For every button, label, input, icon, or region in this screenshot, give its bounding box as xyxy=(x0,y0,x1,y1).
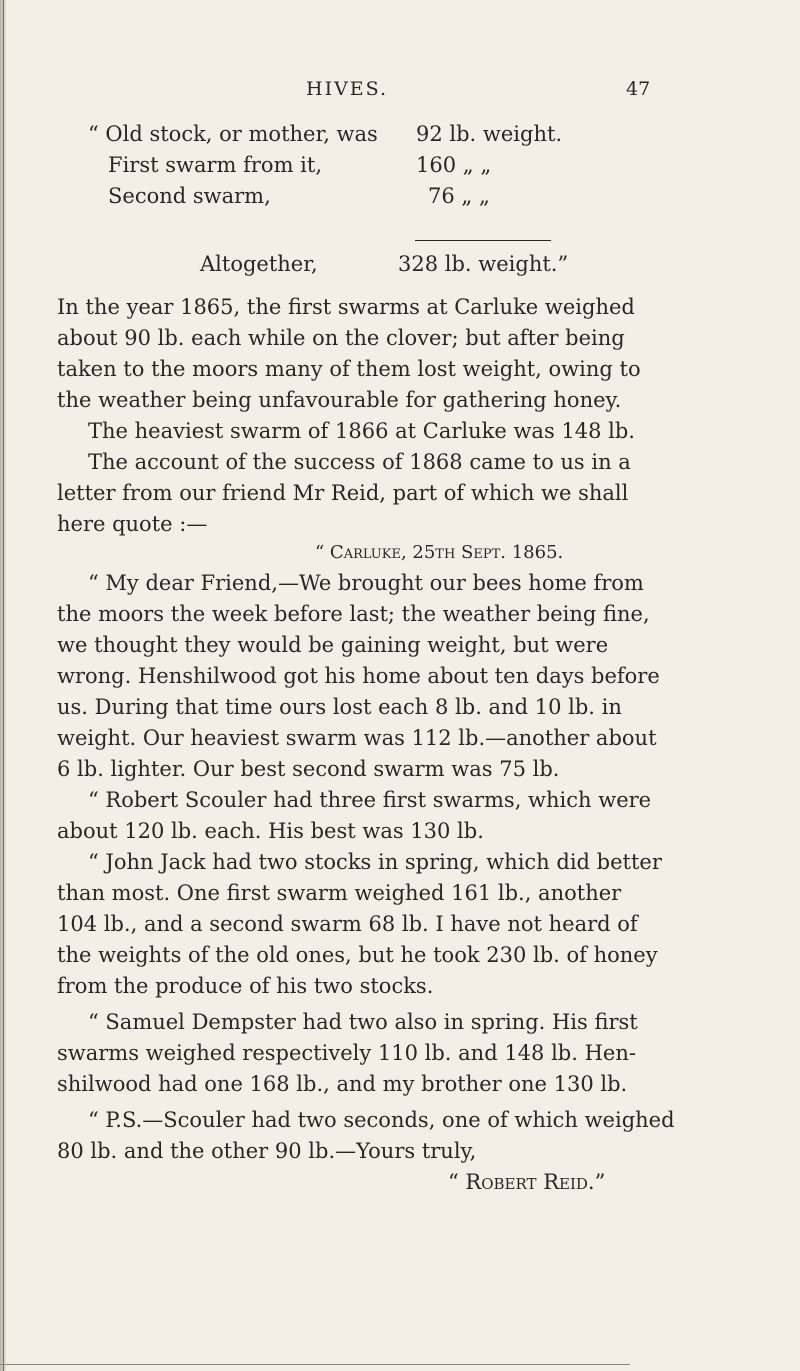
page-header xyxy=(0,78,800,108)
text-line: the moors the week before last; the weather being fine, xyxy=(57,602,650,626)
page-edge-line xyxy=(3,0,4,1371)
text-line: “ P.S.—Scouler had two seconds, one of which weighed xyxy=(88,1108,675,1132)
text-line: us. During that time ours lost each 8 lb. and 10 lb. in xyxy=(57,695,622,719)
letter-signature: “ Robert Reid.” xyxy=(448,1170,606,1194)
table-row-label: “ Old stock, or mother, was xyxy=(88,122,378,146)
running-title: HIVES. xyxy=(306,78,389,100)
text-line: shilwood had one 168 lb., and my brother one 130 lb. xyxy=(57,1072,628,1096)
text-line: here quote :— xyxy=(57,512,208,536)
sum-rule xyxy=(415,240,551,241)
table-row-label: First swarm from it, xyxy=(108,153,322,177)
letter-dateline: “ Carluke, 25th Sept. 1865. xyxy=(315,542,564,563)
table-row-value: 92 lb. weight. xyxy=(416,122,563,146)
text-line: The heaviest swarm of 1866 at Carluke was 148 lb. xyxy=(88,419,635,443)
text-line: swarms weighed respectively 110 lb. and 148 lb. Hen- xyxy=(57,1041,636,1065)
page-number: 47 xyxy=(626,78,651,100)
text-line: we thought they would be gaining weight, but were xyxy=(57,633,609,657)
page-bottom-edge xyxy=(0,1364,630,1365)
table-row-value: 76 „ „ xyxy=(428,184,490,208)
text-line: In the year 1865, the first swarms at Carluke weighed xyxy=(57,295,635,319)
text-line: taken to the moors many of them lost weight, owing to xyxy=(57,357,641,381)
table-total-value: 328 lb. weight.” xyxy=(398,252,569,276)
table-total-label: Altogether, xyxy=(200,252,318,276)
text-line: about 90 lb. each while on the clover; but after being xyxy=(57,326,625,350)
text-line: wrong. Henshilwood got his home about ten days before xyxy=(57,664,660,688)
text-line: “ John Jack had two stocks in spring, which did better xyxy=(88,850,662,874)
text-line: weight. Our heaviest swarm was 112 lb.—another about xyxy=(57,726,657,750)
text-line: 6 lb. lighter. Our best second swarm was 75 lb. xyxy=(57,757,560,781)
text-line: “ Samuel Dempster had two also in spring. His first xyxy=(88,1010,638,1034)
text-line: the weights of the old ones, but he took 230 lb. of honey xyxy=(57,943,658,967)
text-line: The account of the success of 1868 came to us in a xyxy=(88,450,631,474)
text-line: 104 lb., and a second swarm 68 lb. I have not heard of xyxy=(57,912,638,936)
text-line: than most. One first swarm weighed 161 lb., another xyxy=(57,881,622,905)
text-line: 80 lb. and the other 90 lb.—Yours truly, xyxy=(57,1139,477,1163)
text-line: letter from our friend Mr Reid, part of which we shall xyxy=(57,481,629,505)
text-line: about 120 lb. each. His best was 130 lb. xyxy=(57,819,484,843)
text-line: “ Robert Scouler had three first swarms, which were xyxy=(88,788,652,812)
text-line: from the produce of his two stocks. xyxy=(57,974,434,998)
table-row-label: Second swarm, xyxy=(108,184,271,208)
text-line: the weather being unfavourable for gathering honey. xyxy=(57,388,622,412)
table-row-value: 160 „ „ xyxy=(416,153,492,177)
text-line: “ My dear Friend,—We brought our bees home from xyxy=(88,571,644,595)
